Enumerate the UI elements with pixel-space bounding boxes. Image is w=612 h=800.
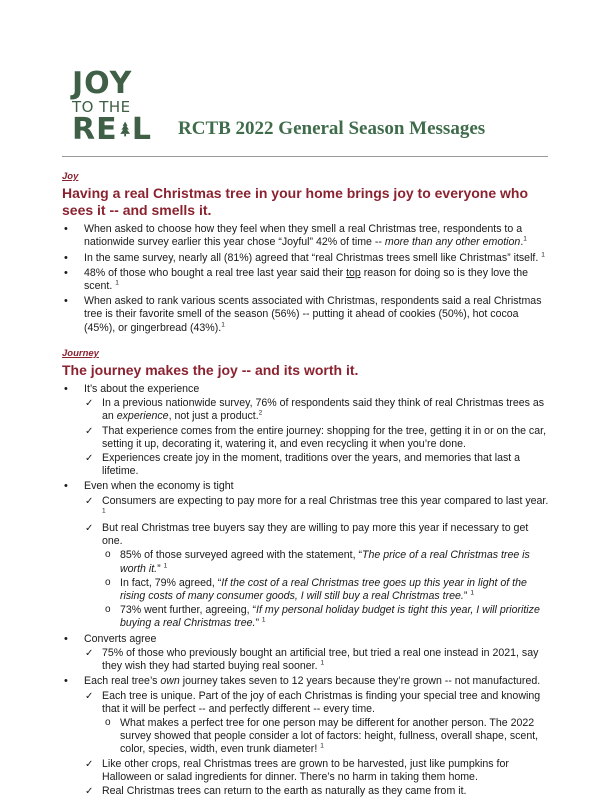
list-item: • In the same survey, nearly all (81%) agreed that “real Christmas trees smell like Christmas” itself. $^1$ <box>62 252 550 265</box>
journey-bullet-list <box>62 383 550 798</box>
list-item: • When asked to choose how they feel when they smell a real Christmas tree, respondents to a nationwide survey earlier this year chose “Joyful” 42% of time -- more than any other emotion.$^1$ <box>62 223 550 249</box>
list-item: • Even when the economy is tight ✓ Consumers are expecting to pay more for a real Christmas tree this year compared to last year. $^1$ ✓ But real Christmas tree buyers say they are willing to pay more this year if necessary to get one. o 85% of those surveyed agreed with the statement, “The price of a real Christmas tree is worth it.” $^1$ o In fact, 79% agreed, “If the cost of a real Christmas tree goes up this year in light of the rising costs of many consumer goods, I will still buy a real Christmas tree.” $^1$ o 73% went further, agreeing, “If my personal holiday budget is tight this year, I will prioritize buying a real Christmas tree.” $^1$ <box>62 480 550 630</box>
logo-line-to-the: TO THE <box>72 98 131 116</box>
check-item: ✓ Like other crops, real Christmas trees are grown to be harvested, just like pumpkins for Halloween or salad ingredients for dinner. There’s no harm in taking them home. <box>84 758 550 784</box>
page-title: RCTB 2022 General Season Messages <box>178 118 486 139</box>
sub-item: o In fact, 79% agreed, “If the cost of a real Christmas tree goes up this year in light of the rising costs of many consumer goods, I will still buy a real Christmas tree.” $^1$ <box>102 577 550 603</box>
joy-bullet-list <box>62 223 550 335</box>
check-item: ✓ Experiences create joy in the moment, traditions over the years, and memories that last a lifetime. <box>84 452 550 478</box>
section-tag-journey: Journey <box>62 347 99 359</box>
list-item: • It’s about the experience ✓ In a previous nationwide survey, 76% of respondents said they think of real Christmas trees as an experience, not just a product.$^2$ ✓ That experience comes from the entire journey: shopping for the tree, getting it in or on the car, setting it up, decorating it, watering it, and even recycling it when you’re done. ✓ Experiences create joy in the moment, traditions over the years, and memories that last a lifetime. <box>62 383 550 478</box>
section-heading-journey: The journey makes the joy -- and its worth it. <box>62 362 359 379</box>
check-item: ✓ Consumers are expecting to pay more for a real Christmas tree this year compared to last year. $^1$ <box>84 495 550 521</box>
list-item: • Each real tree’s own journey takes seven to 12 years because they’re grown -- not manufactured. ✓ Each tree is unique. Part of the joy of each Christmas is finding your special tree and knowing that it will be perfect -- and perfectly different -- every time. o What makes a perfect tree for one person may be different for another person. The 2022 survey showed that people consider a lot of factors: height, fullness, overall shape, scent, color, species, width, even trunk diameter! $^1$ ✓ Like other crops, real Christmas trees are grown to be harvested, just like pumpkins for Halloween or salad ingredients for dinner. There’s no harm in taking them home. ✓ Real Christmas trees can return to the earth as naturally as they came from it. <box>62 675 550 798</box>
sub-item: o What makes a perfect tree for one person may be different for another person. The 2022 survey showed that people consider a lot of factors: height, fullness, overall shape, scent, color, species, width, even trunk diameter! $^1$ <box>102 717 550 757</box>
check-item: ✓ In a previous nationwide survey, 76% of respondents said they think of real Christmas trees as an experience, not just a product.$^2$ <box>84 397 550 423</box>
joy-to-the-real-logo <box>72 66 152 147</box>
section-tag-joy: Joy <box>62 171 79 182</box>
list-item: • 48% of those who bought a real tree last year said their top reason for doing so is they love the scent. $^1$ <box>62 267 550 293</box>
logo-line-real: RE L <box>72 112 152 147</box>
check-item: ✓ That experience comes from the entire journey: shopping for the tree, getting it in or on the car, setting it up, decorating it, watering it, and even recycling it when you’re done. <box>84 425 550 451</box>
list-item: • Converts agree ✓ 75% of those who previously bought an artificial tree, but tried a real one instead in 2021, say they wish they had started buying real sooner. $^1$ <box>62 633 550 674</box>
tree-icon <box>119 117 131 141</box>
check-item: ✓ Each tree is unique. Part of the joy of each Christmas is finding your special tree and knowing that it will be perfect -- and perfectly different -- every time. o What makes a perfect tree for one person may be different for another person. The 2022 survey showed that people consider a lot of factors: height, fullness, overall shape, scent, color, species, width, even trunk diameter! $^1$ <box>84 690 550 757</box>
sub-item: o 85% of those surveyed agreed with the statement, “The price of a real Christmas tree is worth it.” $^1$ <box>102 549 550 575</box>
list-item: • When asked to rank various scents associated with Christmas, respondents said a real Christmas tree is their favorite smell of the season (56%) -- putting it ahead of cookies (50%), hot cocoa (45%), or gingerbread (43%).$^1$ <box>62 295 550 335</box>
logo-line-joy: JOY <box>72 66 133 101</box>
header-divider <box>62 156 548 157</box>
document-body <box>62 170 550 800</box>
check-item: ✓ 75% of those who previously bought an artificial tree, but tried a real one instead in 2021, say they wish they had started buying real sooner. $^1$ <box>84 647 550 673</box>
section-heading-joy: Having a real Christmas tree in your home brings joy to everyone who sees it -- and smells it. <box>62 185 529 219</box>
check-item: ✓ Real Christmas trees can return to the earth as naturally as they came from it. <box>84 785 550 798</box>
sub-item: o 73% went further, agreeing, “If my personal holiday budget is tight this year, I will prioritize buying a real Christmas tree.” $^1$ <box>102 604 550 630</box>
check-item: ✓ But real Christmas tree buyers say they are willing to pay more this year if necessary to get one. o 85% of those surveyed agreed with the statement, “The price of a real Christmas tree is worth it.” $^1$ o In fact, 79% agreed, “If the cost of a real Christmas tree goes up this year in light of the rising costs of many consumer goods, I will still buy a real Christmas tree.” $^1$ o 73% went further, agreeing, “If my personal holiday budget is tight this year, I will prioritize buying a real Christmas tree.” $^1$ <box>84 522 550 631</box>
